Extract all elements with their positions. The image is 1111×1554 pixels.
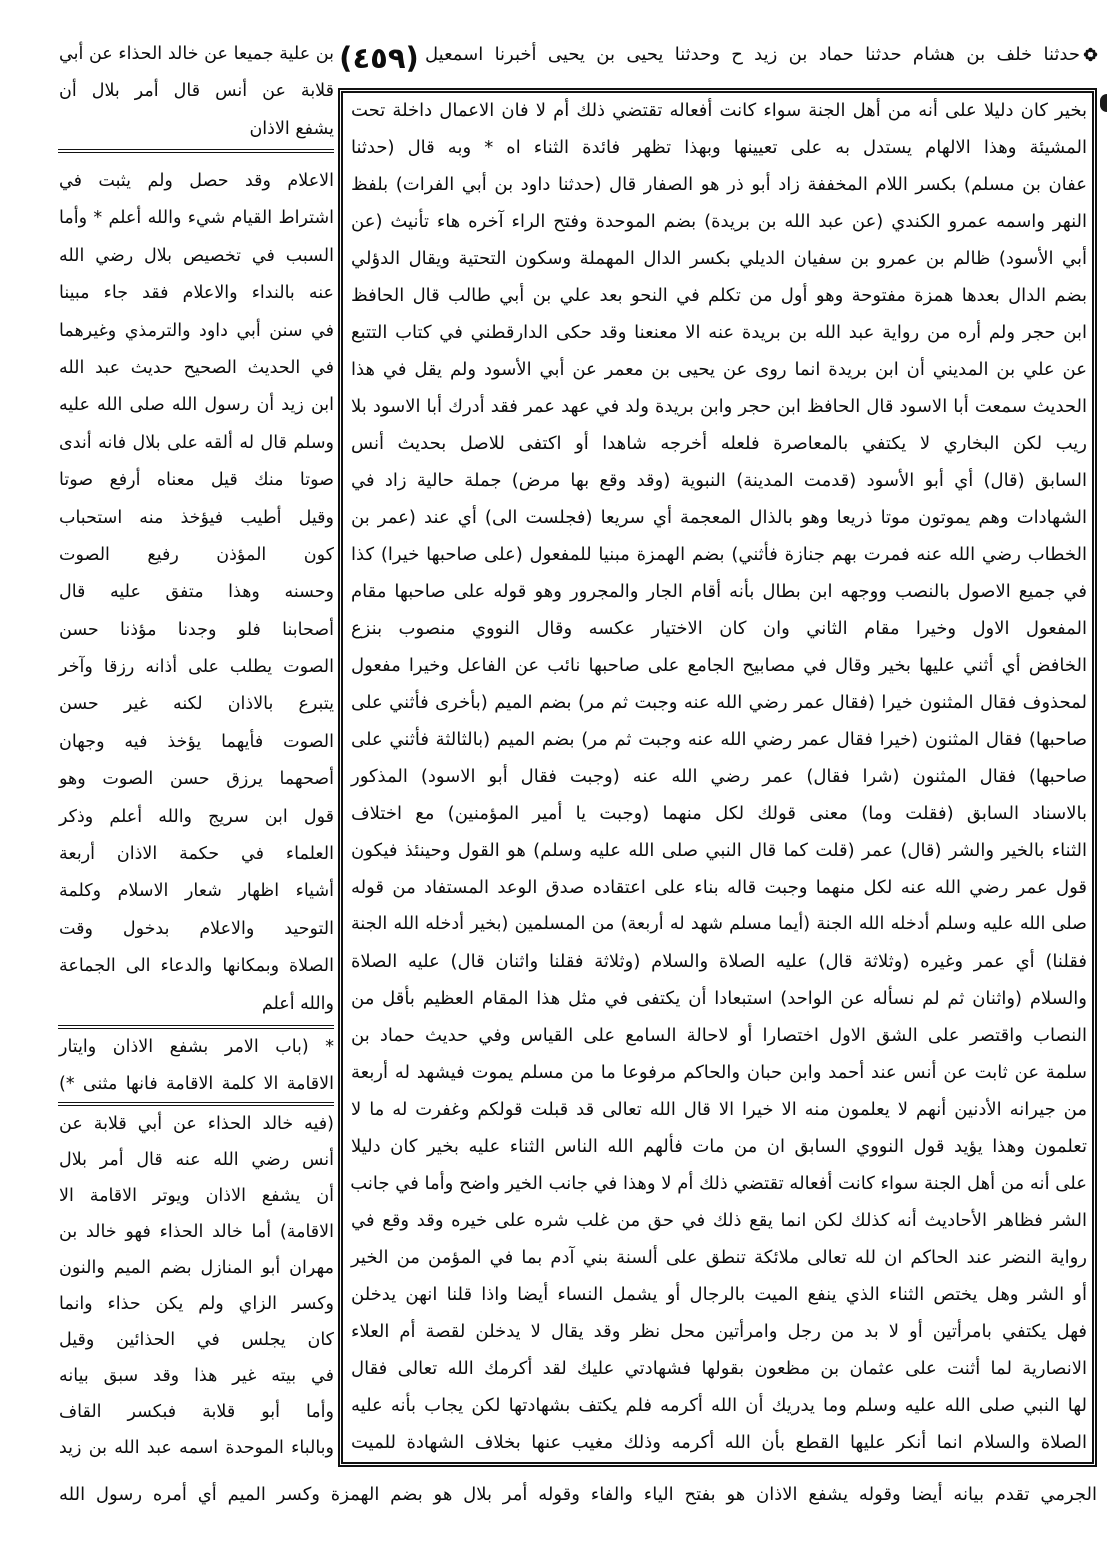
side-commentary-line: قول ابن سريج والله أعلم وذكر bbox=[59, 806, 334, 827]
chapter-commentary-line: أنس رضي الله عنه قال أمر بلال bbox=[59, 1150, 334, 1170]
side-commentary-line: كون المؤذن رفيع الصوت bbox=[59, 544, 334, 565]
main-commentary-line: قول عمر رضي الله عنه لكل منهما وجبت قاله بناء على اعتقاده صدق الوعد المستفاد من قوله bbox=[351, 877, 1087, 898]
side-hadith-line: يشفع الاذان bbox=[249, 118, 334, 139]
footer-line: الجرمي تقدم بيانه أيضا وقوله يشفع الاذان هو بفتح الياء والفاء وقوله أمر بلال هو بضم الهمزة وكسر الميم أي أمره رسول الله bbox=[59, 1484, 1097, 1505]
header-isnad-line: حدثنا خلف بن هشام حدثنا حماد بن زيد ح وحدثنا يحيى بن يحيى أخبرنا اسمعيل bbox=[425, 44, 1080, 65]
main-commentary-line: بضم الدال بعدها همزة مفتوحة وهو أول من تكلم في النحو بعد علي بن أبي طالب قال الحافظ bbox=[351, 285, 1087, 306]
side-commentary-line: أصحهما يرزق حسن الصوت وهو bbox=[59, 769, 334, 790]
chapter-commentary-line: وأما أبو قلابة فبكسر القاف bbox=[59, 1402, 334, 1422]
main-commentary-line: بخير كان دليلا على أنه من أهل الجنة سواء كانت أفعاله تقتضي ذلك أم لا فان الاعمال داخلة تحت bbox=[351, 100, 1087, 121]
side-commentary-line: يتبرع بالاذان لكنه غير حسن bbox=[59, 694, 334, 715]
main-commentary-line: بالاسناد السابق (فقلت وما) معنى قولك لكل منهما (وجبت يا أمير المؤمنين) مع اختلاف bbox=[351, 803, 1087, 824]
page-number: (٤٥٩) bbox=[339, 41, 419, 75]
main-commentary-line: الحديث سمعت أبا الاسود قال الحافظ ابن حجر وابن بريدة ولد في عهد عمر فقد أدرك أبا الاسود بلا bbox=[351, 396, 1087, 417]
side-commentary-line: اشتراط القيام شيء والله أعلم * وأما bbox=[59, 208, 334, 229]
side-commentary-line: عنه بالنداء والاعلام فقد جاء مبينا bbox=[59, 283, 334, 304]
main-commentary-line: الشهادات وهم يموتون موتا ذريعا وهو بالذال المعجمة أي سريعا (فجلست الى) أي عند (عمر بن bbox=[351, 507, 1087, 528]
chapter-commentary-line: كان يجلس في الحذائين وقيل bbox=[59, 1330, 334, 1350]
ornament-icon bbox=[1083, 47, 1098, 62]
chapter-commentary-line: الاقامة) أما خالد الحذاء فهو خالد بن bbox=[59, 1222, 334, 1242]
main-commentary-line: تعلمون وهذا يؤيد قول النووي السابق ان من مات فألهم الله الناس الثناء عليه بخير كان دليلا bbox=[351, 1136, 1087, 1157]
main-commentary-line: الصلاة والسلام انما أنكر عليها القطع بأن الله أكرمه وذلك مغيب عنها بخلاف الشهادة للميت bbox=[351, 1432, 1087, 1453]
main-commentary-line: أو الشر وهل يختص الثناء الذي ينفع الميت بالرجال أو يشمل النساء أيضا واذا قلنا انهن يدخلن bbox=[351, 1284, 1087, 1305]
main-commentary-line: صاحبها) فقال المثنون (شرا فقال) عمر رضي الله عنه (وجبت فقال أبو الاسود) المذكور bbox=[351, 766, 1087, 787]
side-commentary-line: الصلاة وبمكانها والدعاء الى الجماعة bbox=[59, 956, 334, 977]
side-commentary-line: في سنن أبي داود والترمذي وغيرهما bbox=[59, 320, 334, 341]
main-commentary-line: الشر فظاهر الأحاديث أنه كذلك لكن انما يقع ذلك في حق من غلب شره على خيره وقد وقع في bbox=[351, 1210, 1087, 1231]
main-commentary-line: فهل يكتفي بامرأتين أو لا بد من رجل وامرأتين محل نظر وقد يقال لا يدخلن لقصة أم العلاء bbox=[351, 1321, 1087, 1342]
main-commentary-line: أبي الأسود) ظالم بن عمرو بن سفيان الديلي بكسر الدال المهملة وسكون التحتية ويقال الدؤلي bbox=[351, 248, 1087, 269]
main-commentary-line: في جميع الاصول بالنصب ووجهه ابن بطال بأنه أقام الجار والمجرور وهو قوله على صاحبها مقام bbox=[351, 581, 1087, 602]
main-commentary-line: صلى الله عليه وسلم أدخله الله الجنة (أيما مسلم شهد له أربعة) من المسلمين (بخير أدخله الله الجنة bbox=[351, 914, 1087, 934]
header-isnad bbox=[424, 34, 1080, 76]
main-commentary-line: من جيرانه الأدنين أنهم لا يعلمون منه الا خيرا الا قال الله تعالى قد قبلت قولكم وغفرت له ما لا bbox=[351, 1099, 1087, 1120]
chapter-commentary-line: مهران أبو المنازل بضم الميم والنون bbox=[59, 1258, 334, 1278]
main-commentary-line: السابق (قال) أي أبو الأسود (قدمت المدينة) النبوية (وقد وقع بها مرض) جملة حالية زاد في bbox=[351, 470, 1087, 491]
main-commentary-line: ابن حجر ولم أره من رواية عبد الله بن بريدة عنه الا معنعنا وقد حكى الدارقطني في كتاب التتبع bbox=[351, 322, 1087, 343]
side-commentary bbox=[58, 163, 334, 1023]
main-commentary-line: الخافض أي أثني عليها بخير وقال في مصابيح الجامع على صاحبها نائب عن الفاعل وخيرا مفعول bbox=[351, 655, 1087, 676]
side-commentary-line: الاعلام وقد حصل ولم يثبت في bbox=[59, 171, 334, 191]
main-commentary-line: عن علي بن المديني أن ابن بريدة انما روى عن يحيى بن معمر عن أبي الأسود ولم يقل في هذا bbox=[351, 359, 1087, 380]
chapter-title-line: الاقامة الا كلمة الاقامة فانها مثنى *) bbox=[59, 1073, 334, 1094]
chapter-commentary-line: في بيته غير هذا وقد سبق بيانه bbox=[59, 1366, 334, 1386]
side-hadith-line: بن علية جميعا عن خالد الحذاء عن أبي bbox=[59, 44, 334, 64]
main-commentary-line: رواية النضر عند الحاكم ان لله تعالى ملائكة تنطق على ألسنة بني آدم بما في المؤمن من الخير bbox=[351, 1247, 1087, 1268]
main-commentary-line: النصاب واقتصر على الشق الاول اختصارا أو لاحالة السامع على القياس وفي حديث حماد بن bbox=[351, 1025, 1087, 1046]
chapter-commentary-line: أن يشفع الاذان ويوتر الاقامة الا bbox=[59, 1186, 334, 1206]
main-commentary-line: الخطاب رضي الله عنه فمرت بهم جنازة فأثني) بضم الهمزة مبنيا للمفعول (على صاحبها خيرا) كذا bbox=[351, 544, 1087, 565]
side-commentary-line: الصوت فأيهما يؤخذ فيه وجهان bbox=[59, 731, 334, 752]
side-commentary-line: أشياء اظهار شعار الاسلام وكلمة bbox=[59, 881, 334, 902]
chapter-commentary bbox=[58, 1106, 334, 1466]
chapter-title-line: * (باب الامر بشفع الاذان وايتار bbox=[59, 1037, 334, 1057]
side-commentary-line: العلماء في حكمة الاذان أربعة bbox=[59, 844, 334, 865]
chapter-title bbox=[58, 1029, 334, 1102]
main-commentary-line: الثناء بالخير والشر (قال) عمر (قلت كما قال النبي صلى الله عليه وسلم) هو القول وحينئذ فيكون bbox=[351, 840, 1087, 861]
side-commentary-line: والله أعلم bbox=[261, 993, 334, 1014]
side-commentary-line: صوتا منك قيل معناه أرفع صوتا bbox=[59, 470, 334, 491]
side-commentary-line: ابن زيد أن رسول الله صلى الله عليه bbox=[59, 395, 334, 416]
side-commentary-line: أصحابنا فلو وجدنا مؤذنا حسن bbox=[59, 619, 334, 640]
main-commentary-line: سلمة عن ثابت عن أنس عند أحمد وابن حبان والحاكم مرفوعا ما من مسلم يموت فيشهد له أربعة bbox=[351, 1062, 1087, 1083]
main-commentary-line: النهر واسمه عمرو الكندي (عن عبد الله بن بريدة) بضم الموحدة وفتح الراء آخره هاء تأنيث (عن bbox=[351, 211, 1087, 232]
main-commentary-line: فقلنا) أي عمر وغيره (وثلاثة قال) عليه الصلاة والسلام (وثلاثة فقلنا واثنان قال) عليه الصلاة bbox=[351, 951, 1087, 972]
side-hadith-line: قلابة عن أنس قال أمر بلال أن bbox=[59, 81, 334, 102]
side-commentary-line: الصوت يطلب على أذانه رزقا وآخر bbox=[59, 657, 334, 678]
footer bbox=[58, 1476, 1097, 1514]
main-commentary-line: الانصارية لما أثنت على عثمان بن مظعون بقولها فشهادتي عليك لقد أكرمك الله تعالى فقال bbox=[351, 1358, 1087, 1379]
side-commentary-line: وسلم قال له ألقه على بلال فانه أندى bbox=[59, 432, 334, 453]
main-commentary-line: عفان بن مسلم) بكسر اللام المخففة زاد أبو ذر هو الصفار قال (حدثنا داود بن أبي الفرات) بلفظ bbox=[351, 174, 1087, 195]
side-commentary-line: وحسنه وهذا متفق عليه قال bbox=[59, 582, 334, 603]
side-commentary-line: السبب في تخصيص بلال رضي الله bbox=[59, 245, 334, 266]
side-hadith bbox=[58, 36, 334, 148]
margin-mark bbox=[1100, 94, 1107, 112]
main-commentary-line: ريب لكن البخاري لا يكتفي بالمعاصرة فلعله أخرجه شاهدا أو اكتفى للاصل بحديث أنس bbox=[351, 433, 1087, 454]
main-commentary-line: لها النبي صلى الله عليه وسلم وما يدريك أن الله أكرمه فلم يكتف بشهادتها لكن يجاب بأنه عليه bbox=[351, 1395, 1087, 1416]
side-divider bbox=[58, 149, 334, 153]
side-commentary-line: التوحيد والاعلام بدخول وقت bbox=[59, 918, 334, 939]
side-commentary-line: في الحديث الصحيح حديث عبد الله bbox=[59, 357, 334, 378]
main-commentary-line: المشيئة وهذا الالهام يستدل به على تعيينها وبهذا تظهر فائدة الثناء اه * وبه قال (حدثنا bbox=[351, 137, 1087, 158]
main-commentary-line: على أنه من أهل الجنة سواء كانت أفعاله تقتضي ذلك أم لا وهذا في جانب الخير واضح وأما في جانب bbox=[350, 1173, 1087, 1194]
main-commentary bbox=[350, 92, 1087, 1461]
chapter-commentary-line: (فيه خالد الحذاء عن أبي قلابة عن bbox=[59, 1114, 334, 1134]
main-commentary-line: المفعول الاول وخيرا مقام الثاني وان كان الاختيار عكسه وقال النووي منصوب بنزع bbox=[351, 618, 1087, 639]
chapter-commentary-line: وبالباء الموحدة اسمه عبد الله بن زيد bbox=[59, 1438, 334, 1458]
side-commentary-line: وقيل أطيب فيؤخذ منه استحباب bbox=[59, 507, 334, 528]
main-commentary-line: صاحبها) فقال المثنون (خيرا فقال عمر رضي الله عنه وجبت ثم مر) بضم الميم (بالثالثة فأثني على bbox=[351, 729, 1087, 750]
chapter-commentary-line: وكسر الزاي ولم يكن حذاء وانما bbox=[59, 1294, 334, 1314]
main-commentary-line: لمحذوف فقال المثنون خيرا (فقال عمر رضي الله عنه وجبت ثم مر) بضم الميم (بأخرى فأثني على bbox=[351, 692, 1087, 713]
main-commentary-line: والسلام (واثنان ثم لم نسأله عن الواحد) استبعادا أن يكتفى في مثل هذا المقام العظيم بأقل من bbox=[351, 988, 1087, 1009]
